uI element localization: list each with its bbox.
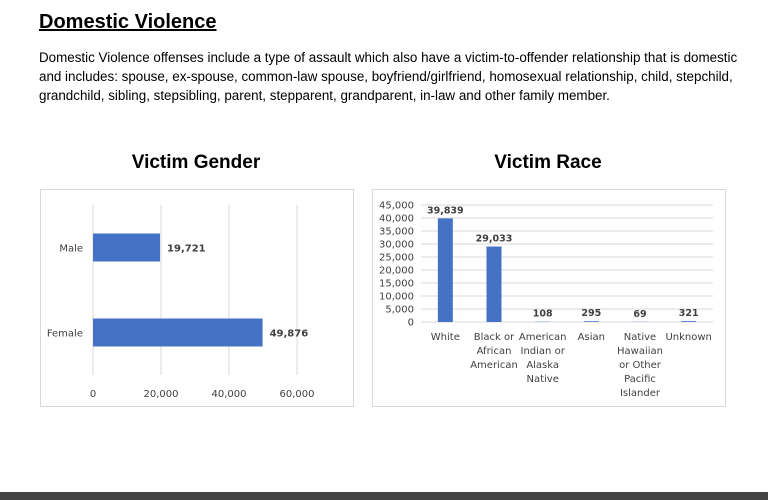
race-chart-title: Victim Race <box>494 152 602 173</box>
category-label: Native <box>526 374 559 385</box>
y-tick-label: 0 <box>407 317 414 329</box>
y-tick-label: 25,000 <box>379 252 414 264</box>
bar <box>93 319 263 347</box>
bottom-bar <box>0 492 768 500</box>
category-label: White <box>430 332 460 343</box>
x-tick-label: 60,000 <box>279 389 315 400</box>
bar <box>681 321 696 322</box>
data-label: 69 <box>633 308 647 320</box>
category-label: American <box>518 332 567 343</box>
category-label: Asian <box>577 332 605 343</box>
y-tick-label: 5,000 <box>385 304 414 316</box>
bar <box>438 218 453 322</box>
y-tick-label: 30,000 <box>379 239 414 251</box>
category-label: Alaska <box>526 360 560 371</box>
data-label: 29,033 <box>475 233 513 245</box>
description-text: Domestic Violence offenses include a type of assault which also have a victim-to-offender relationship that is domestic and includes: spouse, ex-spouse, common-law spouse, boyfriend/girlfriend, homosexual relationship, child, stepchild, grandchild, sibling, stepsibling, parent, stepparent, grandparent, in-law and other family member. <box>39 50 738 103</box>
race-chart <box>372 189 726 407</box>
category-label: American <box>470 360 518 371</box>
gender-chart <box>40 189 354 407</box>
x-tick-label: 0 <box>89 389 97 400</box>
y-tick-label: 10,000 <box>379 291 414 303</box>
data-label: 39,839 <box>426 205 464 217</box>
data-label: 295 <box>581 308 602 320</box>
data-label: 19,721 <box>167 243 206 255</box>
category-label: Unknown <box>665 332 712 343</box>
category-label: Black or <box>473 332 515 343</box>
bar <box>487 247 502 322</box>
data-label: 321 <box>678 308 699 320</box>
category-label: Female <box>46 328 83 340</box>
y-tick-label: 15,000 <box>379 278 414 290</box>
category-label: Male <box>59 243 83 255</box>
category-label: Islander <box>619 388 661 399</box>
y-tick-label: 45,000 <box>379 200 414 212</box>
y-tick-label: 35,000 <box>379 226 414 238</box>
race-chart-svg <box>373 190 725 406</box>
category-label: Pacific <box>624 374 656 385</box>
category-label: Hawaiian <box>617 346 663 357</box>
bar <box>93 234 160 262</box>
gender-chart-svg <box>41 190 353 406</box>
page-title: Domestic Violence <box>39 11 217 33</box>
x-tick-label: 20,000 <box>143 389 179 400</box>
data-label: 108 <box>532 308 553 320</box>
category-label: African <box>476 346 512 357</box>
data-label: 49,876 <box>269 328 309 340</box>
gender-chart-title: Victim Gender <box>131 152 261 173</box>
category-label: or Other <box>619 360 661 371</box>
y-tick-label: 40,000 <box>379 213 414 225</box>
category-label: Indian or <box>520 346 565 357</box>
x-tick-label: 40,000 <box>211 389 247 400</box>
y-tick-label: 20,000 <box>379 265 414 277</box>
category-label: Native <box>623 332 657 343</box>
bar <box>584 321 599 322</box>
